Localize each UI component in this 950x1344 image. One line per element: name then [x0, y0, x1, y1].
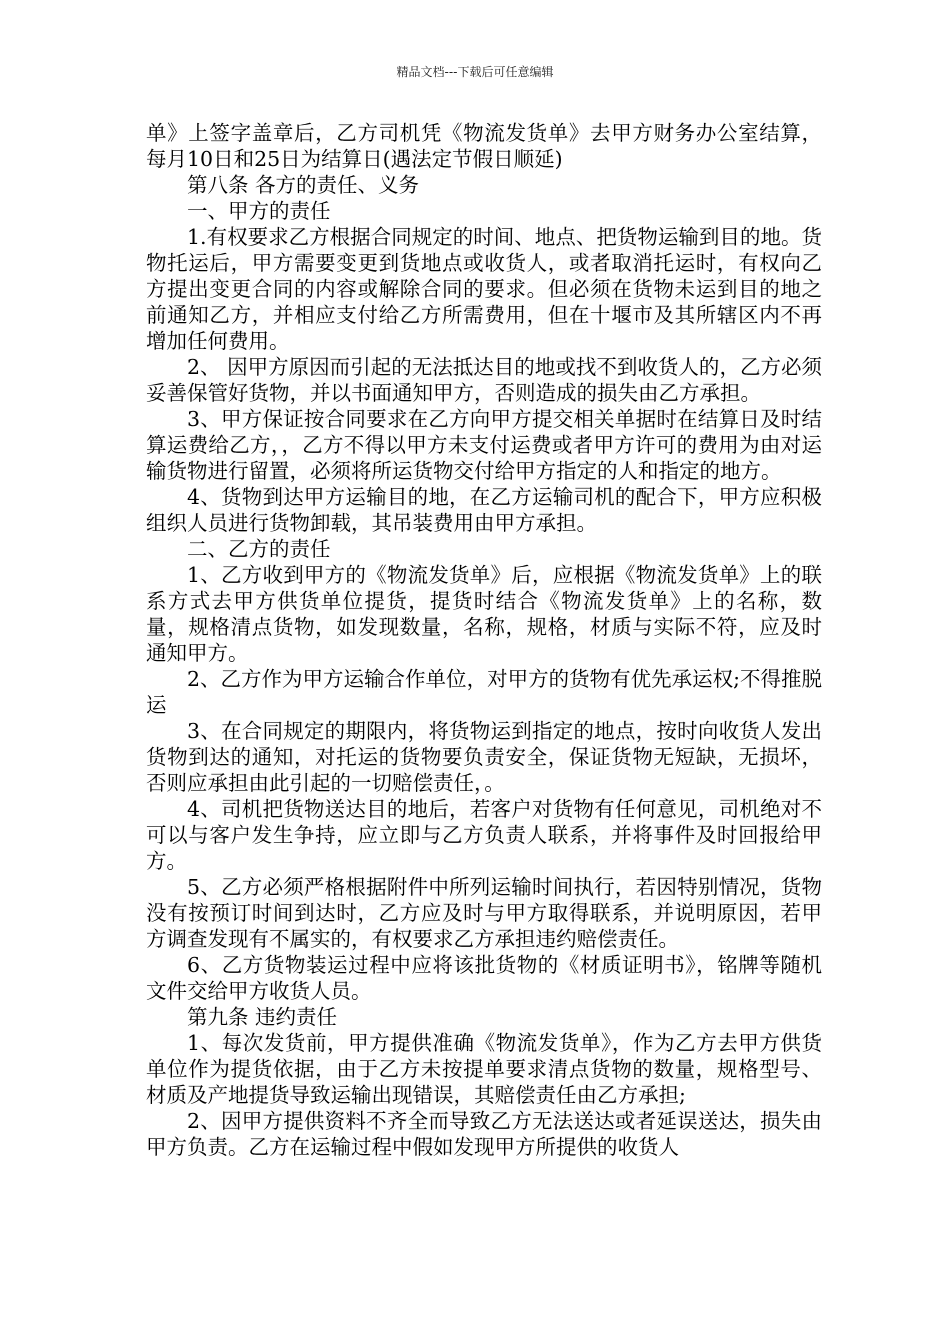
paragraph: 3、甲方保证按合同要求在乙方向甲方提交相关单据时在结算日及时结算运费给乙方，，乙方不得以甲方未支付运费或者甲方许可的费用为由对运输货物进行留置，必须将所运货物交付给甲方指定的人和指定的地方。 — [146, 407, 822, 483]
paragraph: 2、乙方作为甲方运输合作单位，对甲方的货物有优先承运权;不得推脱运 — [146, 667, 822, 717]
section-heading: 一、甲方的责任 — [187, 199, 331, 223]
paragraph: 1、每次发货前，甲方提供准确《物流发货单》，作为乙方去甲方供货单位作为提货依据，由于乙方未按提单要求清点货物的数量，规格型号、材质及产地提货导致运输出现错误，其赔偿责任由乙方承担; — [146, 1031, 822, 1107]
article-heading: 第九条 违约责任 — [187, 1005, 338, 1029]
paragraph: 4、司机把货物送达目的地后，若客户对货物有任何意见，司机绝对不可以与客户发生争持，应立即与乙方负责人联系，并将事件及时回报给甲方。 — [146, 797, 822, 873]
page-header: 精品文档---下载后可任意编辑 — [396, 65, 554, 79]
paragraph: 2、 因甲方原因而引起的无法抵达目的地或找不到收货人的，乙方必须妥善保管好货物，并以书面通知甲方，否则造成的损失由乙方承担。 — [146, 355, 822, 405]
article-heading: 第八条 各方的责任、义务 — [187, 173, 420, 197]
paragraph: 1.有权要求乙方根据合同规定的时间、地点、把货物运输到目的地。货物托运后，甲方需要变更到货地点或收货人，或者取消托运时，有权向乙方提出变更合同的内容或解除合同的要求。但必须在货物未运到目的地之前通知乙方，并相应支付给乙方所需费用，但在十堰市及其所辖区内不再增加任何费用。 — [146, 225, 822, 353]
paragraph: 3、在合同规定的期限内，将货物运到指定的地点，按时向收货人发出货物到达的通知，对托运的货物要负责安全，保证货物无短缺，无损坏，否则应承担由此引起的一切赔偿责任，。 — [146, 719, 822, 795]
document-body — [146, 120, 822, 1160]
paragraph: 2、因甲方提供资料不齐全而导致乙方无法送达或者延误送达，损失由甲方负责。乙方在运输过程中假如发现甲方所提供的收货人 — [146, 1109, 822, 1159]
paragraph: 5、乙方必须严格根据附件中所列运输时间执行，若因特别情况，货物没有按预订时间到达时，乙方应及时与甲方取得联系，并说明原因，若甲方调查发现有不属实的，有权要求乙方承担违约赔偿责任。 — [146, 875, 822, 951]
paragraph: 6、乙方货物装运过程中应将该批货物的《材质证明书》，铭牌等随机文件交给甲方收货人员。 — [146, 953, 822, 1003]
paragraph: 1、乙方收到甲方的《物流发货单》后，应根据《物流发货单》上的联系方式去甲方供货单位提货，提货时结合《物流发货单》上的名称，数量，规格清点货物，如发现数量，名称，规格，材质与实际不符，应及时通知甲方。 — [146, 563, 822, 665]
paragraph: 4、货物到达甲方运输目的地，在乙方运输司机的配合下，甲方应积极组织人员进行货物卸载，其吊装费用由甲方承担。 — [146, 485, 822, 535]
section-heading: 二、乙方的责任 — [187, 537, 331, 561]
paragraph: 单》上签字盖章后，乙方司机凭《物流发货单》去甲方财务办公室结算，每月10日和25日为结算日(遇法定节假日顺延) — [146, 121, 822, 171]
